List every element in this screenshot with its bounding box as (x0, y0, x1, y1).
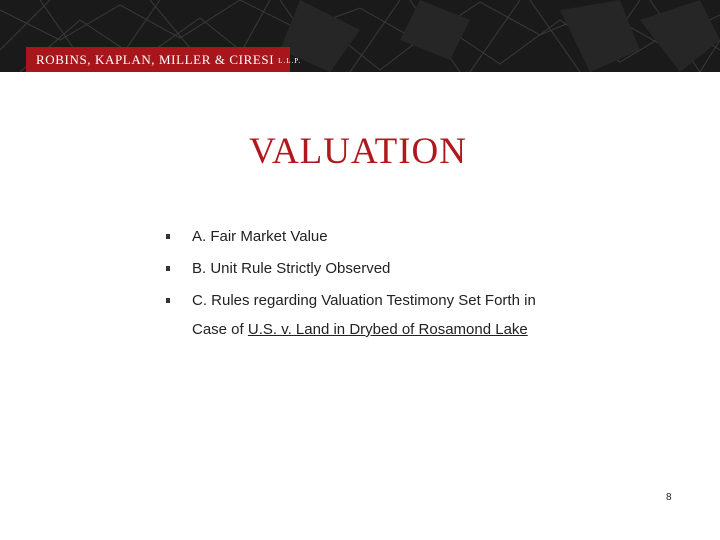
bullet-text: A. Fair Market Value (192, 228, 328, 245)
bullet-item (166, 228, 686, 260)
bullet-continuation (192, 321, 528, 338)
case-name: U.S. v. Land in Drybed of Rosamond Lake (247, 321, 528, 338)
firm-logo (36, 52, 301, 68)
bullet-item (166, 260, 686, 292)
bullet-list (166, 228, 686, 324)
header-band (0, 0, 720, 72)
bullet-item (166, 292, 686, 324)
bullet-square-icon (166, 234, 170, 239)
bullet-square-icon (166, 298, 170, 303)
firm-logo-bar (26, 47, 302, 72)
bullet-text: C. Rules regarding Valuation Testimony Set Forth in (192, 292, 536, 309)
firm-name: ROBINS, KAPLAN, MILLER & CIRESI (36, 52, 275, 67)
bullet-square-icon (166, 266, 170, 271)
page-number: 8 (666, 492, 672, 503)
bullet-text: B. Unit Rule Strictly Observed (192, 260, 391, 277)
slide-title: VALUATION (249, 131, 467, 172)
firm-suffix: L.L.P. (278, 57, 302, 65)
continuation-prefix: Case of (192, 321, 248, 338)
